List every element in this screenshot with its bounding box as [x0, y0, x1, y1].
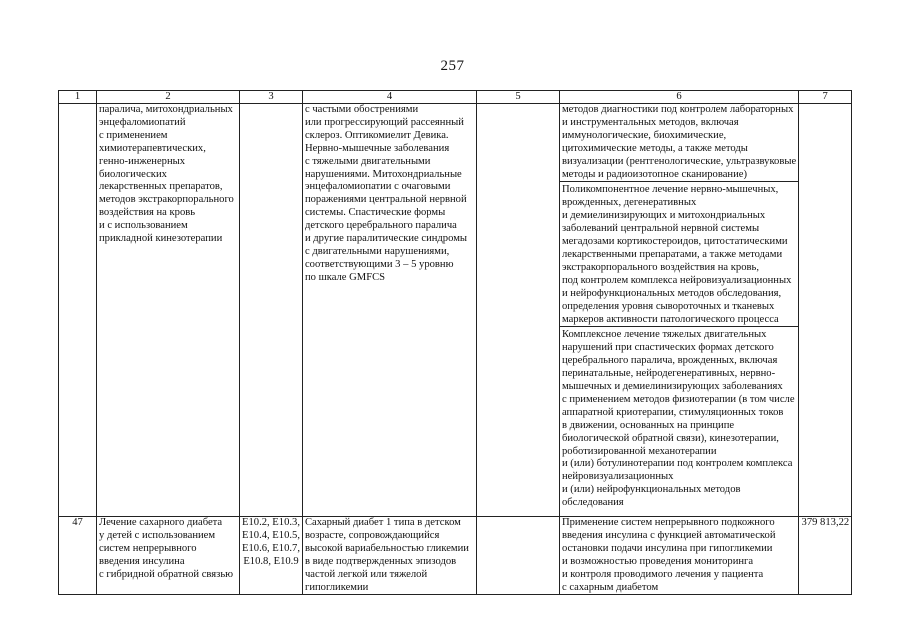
text-line: лекарственными препаратами, а также методами	[561, 248, 783, 260]
text-line: и возможностью проведения мониторинга	[561, 555, 754, 567]
text-line: соответствующими 3 – 5 уровню	[304, 258, 454, 270]
text-line: экстракорпорального воздействия на кровь,	[561, 261, 759, 273]
header-cell-5: 5	[476, 91, 559, 104]
text-line: у детей с использованием	[99, 529, 216, 541]
text-line: биологической обратной связи), кинезотерапии,	[561, 432, 779, 444]
text-line: нарушений при спастических формах детского	[561, 342, 774, 354]
text-line: аппаратной криотерапии, стимуляционных токов	[561, 406, 784, 418]
treatment-type-cell	[476, 104, 559, 517]
text-line: лекарственных препаратов,	[99, 181, 223, 193]
page-number: 257	[440, 58, 465, 74]
text-line: методов диагностики под контролем лабораторных	[561, 104, 794, 115]
icd-codes-cell	[240, 517, 303, 595]
text-line: с двигательными нарушениями,	[304, 245, 450, 257]
text-line: и контроля проводимого лечения у пациента	[561, 568, 764, 580]
text-line: мышечных и демиелинизирующих заболеваниях	[561, 381, 783, 393]
header-cell-7: 7	[799, 91, 852, 104]
text-line: и (или) ботулинотерапии под контролем комплекса	[561, 458, 793, 470]
text-line: перинатальные, нейродегенеративных, нервно-	[561, 368, 776, 380]
text-line: и другие паралитические синдромы	[304, 233, 468, 245]
icd-codes-cell	[240, 104, 303, 517]
text-line: энцефаломиопатии с очаговыми	[304, 181, 451, 193]
text-line: поражениями центральной нервной	[304, 194, 467, 206]
text-line: в виде подтвержденных эпизодов	[304, 555, 457, 567]
text-line: биологических	[99, 168, 167, 180]
text-line: E10.8, E10.9	[243, 555, 299, 567]
cost-cell	[799, 104, 852, 517]
text-line: генно-инженерных	[99, 155, 186, 167]
text-line: с применением методов физиотерапии (в том числе	[561, 393, 795, 405]
text-line: с гибридной обратной связью	[99, 568, 234, 580]
text-line: и с использованием	[99, 220, 188, 232]
text-line: систем непрерывного	[99, 542, 197, 554]
text-line: нарушениями. Митохондриальные	[304, 168, 462, 180]
row-number-cell: 47	[59, 517, 97, 595]
method-description-cell	[559, 104, 798, 517]
text-line: или прогрессирующий рассеянный	[304, 116, 464, 128]
text-line: Поликомпонентное лечение нервно-мышечных,	[561, 184, 779, 196]
text-line: Нервно-мышечные заболевания	[304, 142, 450, 154]
text-line: с сахарным диабетом	[561, 581, 659, 593]
text-line: роботизированной механотерапии	[561, 445, 717, 457]
method-description-block	[560, 104, 798, 182]
text-line: обследования	[561, 497, 624, 509]
text-line: E10.6, E10.7,	[242, 542, 300, 554]
text-line: детского церебрального паралича	[304, 220, 457, 232]
text-line: и нейрофункциональных методов обследования,	[561, 287, 782, 299]
text-line: методы и радиоизотопное сканирование)	[561, 168, 747, 180]
table-header-row	[59, 91, 852, 104]
text-line: паралича, митохондриальных	[99, 104, 233, 115]
header-cell-6: 6	[559, 91, 798, 104]
text-line: маркеров активности патологического процесса	[561, 313, 779, 325]
text-line: системы. Спастические формы	[304, 207, 446, 219]
text-line: E10.4, E10.5,	[242, 529, 300, 541]
header-cell-3: 3	[240, 91, 303, 104]
text-line: прикладной кинезотерапии	[99, 233, 223, 245]
text-line: и инструментальных методов, включая	[561, 116, 739, 128]
treatment-method-cell	[97, 517, 240, 595]
text-line: Лечение сахарного диабета	[99, 517, 223, 528]
text-line: частой легкой или тяжелой	[304, 568, 428, 580]
method-description-block	[560, 182, 798, 327]
text-line: воздействия на кровь	[99, 207, 196, 219]
text-line: иммунологические, биохимические,	[561, 129, 727, 141]
text-line: Применение систем непрерывного подкожного	[561, 517, 775, 528]
text-line: церебрального паралича, врожденных, включая	[561, 355, 778, 367]
text-line: методов экстракорпорального	[99, 194, 234, 206]
text-line: химиотерапевтических,	[99, 142, 206, 154]
cost-cell: 379 813,22	[799, 517, 852, 595]
treatment-method-cell	[97, 104, 240, 517]
text-line: введения инсулина	[99, 555, 185, 567]
text-line: и демиелинизирующих и митохондриальных	[561, 210, 766, 222]
patient-model-cell	[302, 104, 476, 517]
method-description-cell	[559, 517, 798, 595]
text-line: энцефаломиопатий	[99, 116, 186, 128]
text-line: по шкале GMFCS	[304, 271, 386, 283]
text-line: Комплексное лечение тяжелых двигательных	[561, 329, 767, 341]
table-row-continued	[59, 104, 852, 517]
text-line: заболеваний центральной нервной системы	[561, 223, 760, 235]
text-line: возрасте, сопровождающийся	[304, 529, 440, 541]
text-line: визуализации (рентгенологические, ультразвуковые	[561, 155, 797, 167]
text-line: под контролем комплекса нейровизуализационных	[561, 274, 792, 286]
text-line: в движении, основанных на принципе	[561, 419, 735, 431]
text-line: склероз. Оптикомиелит Девика.	[304, 129, 449, 141]
text-line: определения уровня сывороточных и тканевых	[561, 300, 775, 312]
procedures-table	[58, 90, 852, 595]
patient-model-cell	[302, 517, 476, 595]
text-line: E10.2, E10.3,	[242, 517, 300, 528]
treatment-type-cell	[476, 517, 559, 595]
text-line: и (или) нейрофункциональных методов	[561, 484, 741, 496]
method-description-block	[560, 327, 798, 510]
text-line: с применением	[99, 129, 168, 141]
table-row-47	[59, 517, 852, 595]
row-number-cell	[59, 104, 97, 517]
text-line: цитохимические методы, а также методы	[561, 142, 748, 154]
text-line: гипогликемии	[304, 581, 369, 593]
header-cell-4: 4	[302, 91, 476, 104]
text-line: с тяжелыми двигательными	[304, 155, 431, 167]
text-line: введения инсулина с функцией автоматической	[561, 529, 776, 541]
text-line: Сахарный диабет 1 типа в детском	[304, 517, 461, 528]
text-line: с частыми обострениями	[304, 104, 419, 115]
text-line: врожденных, дегенеративных	[561, 197, 697, 209]
header-cell-2: 2	[97, 91, 240, 104]
text-line: нейровизуализационных	[561, 471, 674, 483]
header-cell-1: 1	[59, 91, 97, 104]
text-line: высокой вариабельностью гликемии	[304, 542, 469, 554]
text-line: мегадозами кортикостероидов, цитостатическими	[561, 236, 788, 248]
text-line: остановки подачи инсулина при гипогликемии	[561, 542, 773, 554]
